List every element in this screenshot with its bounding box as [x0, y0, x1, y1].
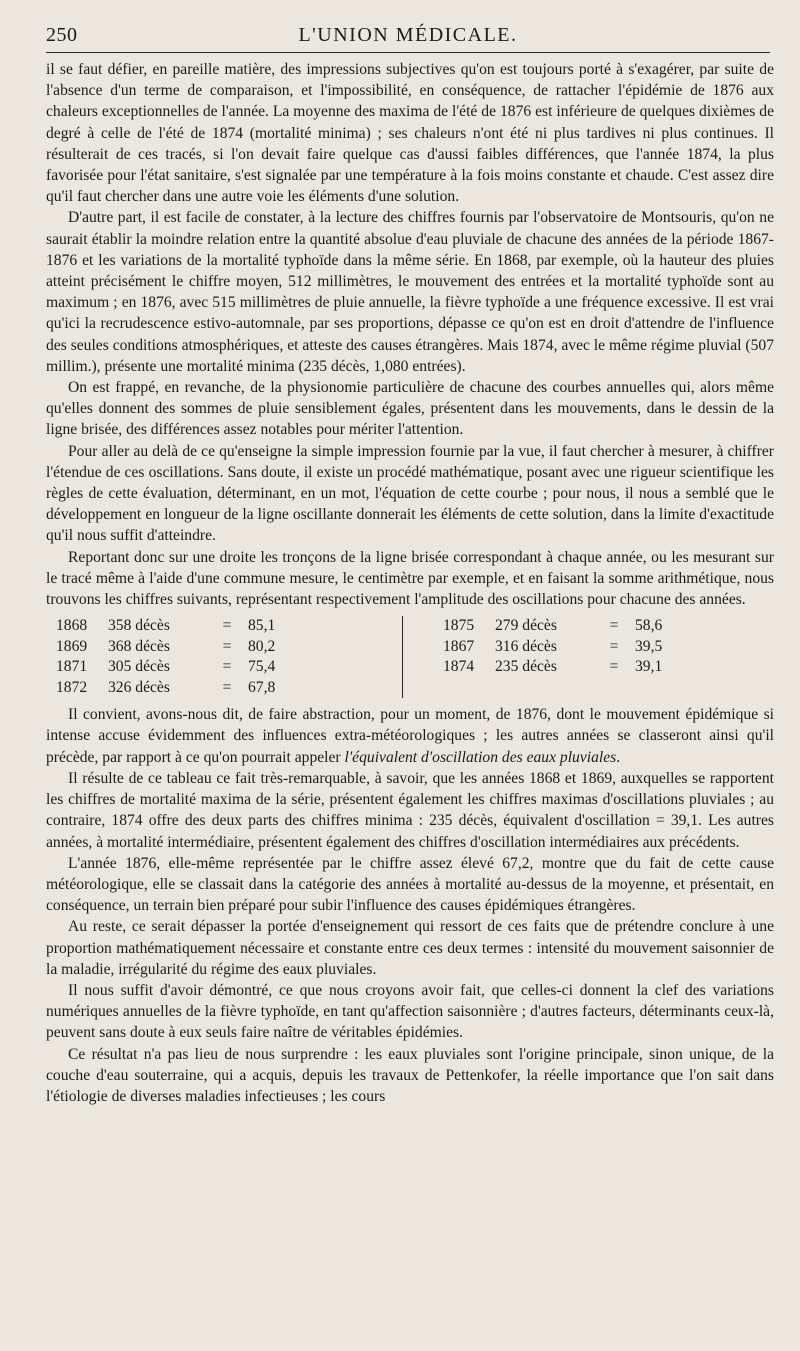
equals-sign: =	[222, 658, 232, 676]
paragraph: Au reste, ce serait dépasser la portée d'enseignement qui ressort de ces faits que de prétendre conclure à une proportion mathématiquement nécessaire et constante entre ces deux termes : intensité du mouvement saisonnier de la maladie, irrégularité du régime des eaux pluviales.	[46, 918, 774, 978]
paragraph: D'autre part, il est facile de constater, à la lecture des chiffres fournis par l'observatoire de Montsouris, qu'on ne saurait établir la moindre relation entre la quantité absolue d'eau pluviale de chacune des années de la période 1867-1876 et les variations de la mortalité typhoïde dans la même série. En 1868, par exemple, où la hauteur des pluies atteint précisément le chiffre moyen, 512 millimètres, le mouvement des entrées et la mortalité typhoïde sont au maximum ; en 1876, avec 515 millimètres de pluie annuelle, la fièvre typhoïde a une fréquence excessive. Il est vrai qu'ici la recrudescence estivo-automnale, par ses proportions, dépasse ce qu'on est en droit d'attendre de l'influence des seules conditions atmosphériques, et atteste des causes étrangères. Mais 1874, avec le même régime pluvial (507 millim.), présente une mortalité minima (235 décès, 1,080 entrées).	[46, 209, 774, 375]
oscillation-value: 39,1	[635, 658, 663, 676]
page-number: 250	[46, 24, 78, 46]
year-cell: 1869	[56, 637, 88, 655]
paragraph-text: Il convient, avons-nous dit, de faire abstraction, pour un moment, de 1876, dont le mouvement épidémique si intense accuse évidemment des influences extra-météorologiques ; les autres années se classeront ainsi qu'il précède, par rapport à ce qu'on pourrait appeler	[46, 706, 774, 766]
year-cell: 1875	[443, 617, 475, 635]
article-body	[46, 59, 774, 1107]
deaths-cell: 368 décès	[108, 637, 170, 655]
table-row	[56, 678, 386, 699]
oscillation-table	[56, 616, 774, 698]
year-cell: 1874	[443, 658, 475, 676]
table-row	[56, 657, 386, 678]
year-cell: 1871	[56, 658, 88, 676]
paragraph: il se faut défier, en pareille matière, des impressions subjectives qu'on est toujours porté à s'exagérer, par suite de l'absence d'un terme de comparaison, et l'impossibilité, en conséquence, de rattacher l'épidémie de 1876 aux chaleurs exceptionnelles de l'année. La moyenne des maxima de l'été de 1876 est inférieure de quelques dixièmes de degré à celle de l'été de 1874 (mortalité minima) ; ses chaleurs n'ont été ni plus tardives ni plus continues. Il résulterait de ces tracés, si l'on devait faire quelque cas d'aussi faibles différences, que l'année 1874, la plus favorisée pour l'état sanitaire, s'est signalée par une température à la fois moins constante et chaude. C'est assez dire qu'il faut chercher dans une autre voie les éléments d'une solution.	[46, 61, 774, 206]
oscillation-value: 67,8	[248, 678, 276, 696]
table-row	[56, 616, 386, 637]
year-cell: 1872	[56, 678, 88, 696]
page-header	[46, 20, 770, 53]
paragraph: Il résulte de ce tableau ce fait très-remarquable, à savoir, que les années 1868 et 1869, auxquelles se rapportent les chiffres de mortalité maxima de la série, présentent également les chiffres maximas d'oscillations pluviales ; au contraire, 1874 offre des deux parts des chiffres minima : 235 décès, équivalent d'oscillation = 39,1. Les autres années, à mortalité intermédiaire, présentent également des chiffres d'oscillation intermédiaires aux précédents.	[46, 769, 774, 851]
table-divider	[402, 616, 403, 698]
paragraph: Ce résultat n'a pas lieu de nous surprendre : les eaux pluviales sont l'origine principale, sinon unique, de la couche d'eau souterraine, qui a acquis, depuis les travaux de Pettenkofer, la réelle importance que l'on sait dans l'étiologie de diverses maladies infectieuses ; les cours	[46, 1045, 774, 1105]
equals-sign: =	[222, 678, 232, 696]
paragraph: Pour aller au delà de ce qu'enseigne la simple impression fournie par la vue, il faut chercher à mesurer, à chiffrer l'étendue de ces oscillations. Sans doute, il existe un procédé mathématique, posant avec une rigueur scientifique les règles de cette évaluation, déterminant, en un mot, l'équation de cette courbe ; pour nous, il nous a semblé que le développement en longueur de la ligne oscillante donnerait les éléments de cette solution, dans la limite d'exactitude qu'il nous suffit d'atteindre.	[46, 442, 774, 545]
oscillation-value: 58,6	[635, 617, 663, 635]
paragraph: Reportant donc sur une droite les tronçons de la ligne brisée correspondant à chaque année, ou les mesurant sur le tracé même à l'aide d'une commune mesure, le centimètre par exemple, et en faisant la somme arithmétique, nous trouvons les chiffres suivants, représentant respectivement l'amplitude des oscillations pour chacune des années.	[46, 548, 774, 609]
equals-sign: =	[609, 617, 619, 635]
paragraph	[46, 704, 774, 768]
deaths-cell: 358 décès	[108, 617, 170, 635]
table-row	[443, 657, 773, 678]
table-row	[56, 637, 386, 658]
equals-sign: =	[222, 637, 232, 655]
paragraph-text: .	[616, 748, 621, 766]
equals-sign: =	[609, 658, 619, 676]
deaths-cell: 326 décès	[108, 678, 170, 696]
deaths-cell: 316 décès	[495, 637, 557, 655]
deaths-cell: 279 décès	[495, 617, 557, 635]
table-row	[443, 616, 773, 637]
oscillation-value: 80,2	[248, 637, 276, 655]
oscillation-value: 75,4	[248, 658, 276, 676]
paragraph: Il nous suffit d'avoir démontré, ce que nous croyons avoir fait, que celles-ci donnent la clef des variations numériques annuelles de la fièvre typhoïde, en tant qu'affection saisonnière ; d'autres facteurs, déterminants ceux-là, peuvent sans doute à eux seuls faire naître de véritables épidémies.	[46, 981, 774, 1042]
year-cell: 1867	[443, 637, 475, 655]
table-column-left	[56, 616, 386, 698]
table-row	[443, 637, 773, 658]
year-cell: 1868	[56, 617, 88, 635]
italic-term: l'équivalent d'oscillation des eaux pluviales	[344, 748, 617, 766]
table-column-right	[443, 616, 773, 698]
paragraph: On est frappé, en revanche, de la physionomie particulière de chacune des courbes annuelles qui, alors même qu'elles donnent des sommes de pluie sensiblement égales, présentent dans les mouvements, dans le dessin de la ligne brisée, des différences assez notables pour mériter l'attention.	[46, 379, 774, 439]
running-title: L'UNION MÉDICALE.	[298, 24, 518, 46]
deaths-cell: 305 décès	[108, 658, 170, 676]
paragraph: L'année 1876, elle-même représentée par le chiffre assez élevé 67,2, montre que du fait de cette cause météorologique, elle se classait dans la catégorie des années à mortalité au-dessus de la moyenne, et présentait, en conséquence, un terrain bien préparé pour subir l'influence des causes épidémiques étrangères.	[46, 854, 774, 915]
equals-sign: =	[609, 637, 619, 655]
deaths-cell: 235 décès	[495, 658, 557, 676]
oscillation-value: 85,1	[248, 617, 276, 635]
oscillation-value: 39,5	[635, 637, 663, 655]
equals-sign: =	[222, 617, 232, 635]
